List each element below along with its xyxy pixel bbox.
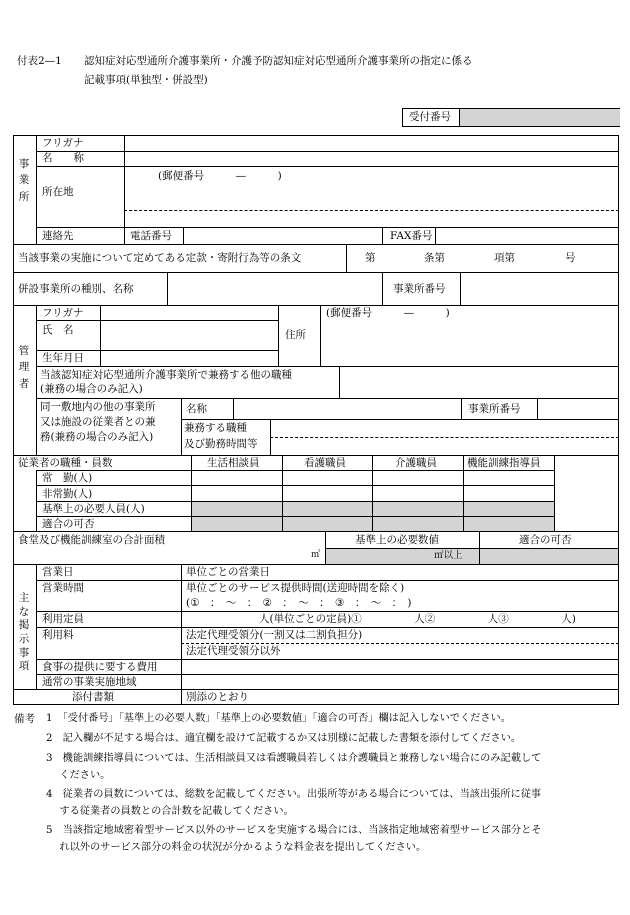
receipt-number-box (402, 108, 620, 127)
kanrisha-other-label-2: 又は施設の従業者との兼 (40, 416, 156, 428)
kanrisha-name-label: 氏 名 (42, 324, 74, 336)
heisetsu-office-no-field[interactable] (462, 274, 617, 303)
kanrisha-meisho-label: 名称 (186, 403, 207, 415)
staff-hijoukin-fields[interactable] (193, 487, 552, 499)
area-field[interactable] (169, 550, 309, 562)
keiji-teiin-label: 利用定員 (42, 613, 84, 625)
note-3: 3 機能訓練指導員については、生活相談員又は看護職員若しくは介護職員と兼務しない場合にのみ記載して (46, 753, 542, 764)
note-3-cont: ください。 (46, 770, 111, 781)
jigyosho-tel-field[interactable] (185, 229, 380, 242)
keiji-shokuji-label: 食事の提供に要する費用 (42, 661, 158, 673)
staff-row-hijoukin: 非常勤(人) (42, 488, 93, 500)
kanrisha-kennmu-shoku-label-2: 及び勤務時間等 (184, 438, 258, 450)
note-5: 5 当該指定地域密着型サービス以外のサービスを実施する場合には、当該指定地域密着型サービス部分とそ (46, 825, 542, 836)
teikan-jou: 条第 (424, 252, 445, 264)
keiji-ryokin-label: 利用料 (42, 629, 74, 641)
staff-header-label: 従業者の職種・員数 (18, 457, 113, 469)
staff-col-kaigo: 介護職員 (395, 457, 437, 469)
kanrisha-other-label-1: 同一敷地内の他の事業所 (40, 401, 156, 413)
note-5-cont: れ以外のサービス部分の料金の状況が分かるような料金表を提出してください。 (46, 842, 427, 853)
staff-row-joukin: 常 勤(人) (42, 472, 93, 484)
kanrisha-address-label: 住所 (285, 329, 306, 341)
form-title-line1: 認知症対応型通所介護事業所・介護予防認知症対応型通所介護事業所の指定に係る (84, 55, 473, 67)
jigyosho-fax-field[interactable] (437, 229, 617, 242)
note-1: 1 「受付番号」「基準上の必要人数」「基準上の必要数値」「適合の可否」欄は記入しないでください。 (46, 713, 511, 724)
area-unit-2: ㎡以上 (434, 550, 463, 561)
keiji-jikan-value-2: (① ： ～ ： ② ： ～ ： ③ ： ～ ： ) (186, 597, 412, 609)
heisetsu-label: 併設事業所の種別、名称 (18, 283, 134, 295)
keiji-ryokin-value-2: 法定代理受領分以外 (186, 645, 281, 657)
kanrisha-office-no-field[interactable] (539, 400, 617, 417)
keiji-eigyoubi-value: 単位ごとの営業日 (186, 566, 270, 578)
kanrisha-kennmu-shoku-field[interactable] (272, 421, 617, 453)
kanrisha-kennmu-field[interactable] (341, 368, 617, 396)
heisetsu-field[interactable] (169, 274, 380, 303)
area-fit-label: 適合の可否 (519, 534, 572, 546)
kanrisha-birth-field[interactable] (102, 352, 276, 364)
jigyosho-tel-label: 電話番号 (130, 230, 172, 242)
keiji-chiiki-field[interactable] (183, 676, 617, 688)
keiji-jikan-label: 営業時間 (42, 582, 84, 594)
keiji-ryokin-value-1: 法定代理受領分(一割又は二割負担分) (186, 629, 363, 641)
kanrisha-postal-text: (郵便番号 — ) (326, 307, 450, 319)
staff-row-kijun: 基準上の必要人員(人) (42, 503, 145, 515)
keiji-chiiki-label: 通常の事業実施地域 (42, 676, 137, 688)
teikan-dai: 第 (365, 252, 376, 264)
kanrisha-meisho-field[interactable] (235, 400, 459, 417)
jigyosho-name-field[interactable] (126, 152, 616, 164)
jigyosho-address-field[interactable] (126, 168, 616, 208)
note-4-cont: する従業者の員数との合計数を記載してください。 (46, 806, 294, 817)
jigyosho-side-label: 事業所 (18, 158, 30, 203)
heisetsu-office-no-label: 事業所番号 (393, 283, 446, 295)
note-4: 4 従業者の員数については、総数を記載してください。出張所等がある場合については、当該出張所に従事 (46, 789, 542, 800)
kanrisha-side-label: 管理者 (18, 345, 30, 390)
notes-label: 備考 (14, 713, 35, 725)
kanrisha-birth-label: 生年月日 (42, 352, 84, 364)
keiji-jikan-value-1: 単位ごとのサービス提供時間(送迎時間を除く) (186, 582, 405, 594)
jigyosho-furigana-field[interactable] (126, 137, 616, 149)
teikan-gou: 号 (565, 252, 576, 264)
keiji-eigyoubi-label: 営業日 (42, 566, 74, 578)
kanrisha-office-no-label: 事業所番号 (468, 403, 521, 415)
kanrisha-other-label-3: 務(兼務の場合のみ記入) (40, 431, 154, 443)
note-2: 2 記入欄が不足する場合は、適宜欄を設けて記載するか又は別様に記載した書類を添付してください。 (46, 733, 522, 744)
form-title-line2: 記載事項(単独型・併設型) (84, 74, 208, 86)
area-unit-1: ㎡ (311, 550, 321, 560)
staff-col-kango: 看護職員 (304, 457, 346, 469)
kanrisha-address-field[interactable] (322, 320, 617, 364)
receipt-number-label: 受付番号 (409, 111, 451, 123)
area-label: 食堂及び機能訓練室の合計面積 (18, 534, 165, 546)
jigyosho-postal-text: (郵便番号 — ) (158, 170, 282, 182)
area-required-label: 基準上の必要数値 (355, 534, 439, 546)
jigyosho-name-label: 名 称 (42, 152, 84, 164)
staff-col-seikatsu: 生活相談員 (207, 457, 260, 469)
jigyosho-contact-label: 連絡先 (42, 230, 74, 242)
form-id: 付表2—1 (17, 55, 62, 67)
keiji-tenpu-value: 別添のとおり (186, 691, 249, 703)
keiji-teiin-value: 人(単位ごとの定員)① 人② 人③ 人) (259, 613, 576, 625)
kanrisha-furigana-label: フリガナ (42, 307, 84, 319)
staff-row-tekigou: 適合の可否 (42, 518, 95, 530)
keiji-tenpu-label: 添付書類 (72, 691, 114, 703)
kanrisha-kennmu-label-2: (兼務の場合のみ記入) (40, 383, 143, 395)
keiji-shokuji-field[interactable] (183, 661, 617, 673)
kanrisha-name-field[interactable] (102, 322, 276, 348)
jigyosho-furigana-label: フリガナ (42, 137, 84, 149)
jigyosho-fax-label: FAX番号 (390, 230, 433, 242)
keiji-side-label: 主な掲示事項 (18, 592, 30, 673)
teikan-label: 当該事業の実施について定めてある定款・寄附行為等の条文 (18, 252, 302, 264)
staff-joukin-fields[interactable] (193, 472, 552, 484)
kanrisha-furigana-field[interactable] (102, 307, 276, 319)
kanrisha-kennmu-label-1: 当該認知症対応型通所介護事業所で兼務する他の職種 (40, 369, 292, 381)
kanrisha-kennmu-shoku-label-1: 兼務する職種 (184, 422, 247, 434)
receipt-number-field[interactable] (459, 109, 620, 126)
staff-col-kinou: 機能訓練指導員 (467, 457, 541, 469)
jigyosho-address-label: 所在地 (42, 186, 74, 198)
teikan-kou: 項第 (494, 252, 515, 264)
